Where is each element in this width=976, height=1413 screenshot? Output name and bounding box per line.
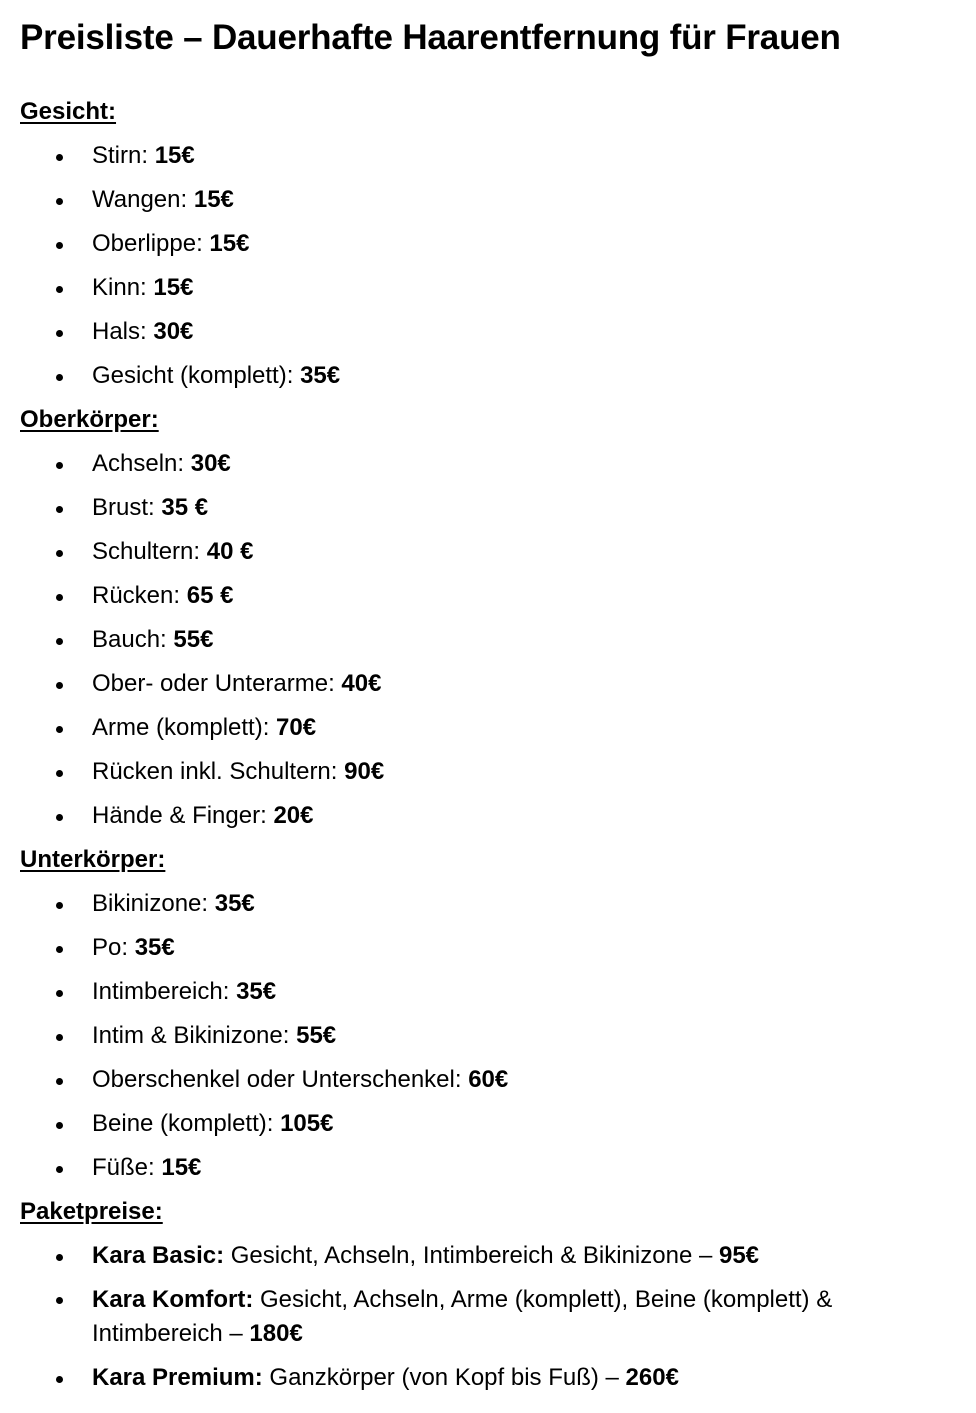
item-price: 55€ [173, 626, 214, 653]
list-item [20, 266, 960, 310]
package-description: Gesicht, Achseln, Arme (komplett), Beine (komplett) & Intimbereich – [92, 1286, 833, 1347]
item-price: 35€ [236, 978, 277, 1005]
item-price: 55€ [296, 1022, 337, 1049]
item-label: Achseln: [92, 450, 191, 477]
bullet-icon [56, 1254, 63, 1261]
bullet-icon [56, 242, 63, 249]
list-unterkoerper [20, 882, 960, 1190]
section-heading-oberkoerper: Oberkörper: [20, 406, 159, 433]
bullet-icon [56, 550, 63, 557]
item-price: 15€ [161, 1154, 202, 1181]
list-item [20, 882, 960, 926]
item-price: 70€ [276, 714, 317, 741]
bullet-icon [56, 374, 63, 381]
package-price: 95€ [718, 1242, 760, 1269]
package-description: Gesicht, Achseln, Intimbereich & Bikinizone – [224, 1242, 719, 1269]
bullet-icon [56, 462, 63, 469]
bullet-icon [56, 902, 63, 909]
section-heading-gesicht: Gesicht: [20, 98, 117, 125]
bullet-icon [56, 946, 63, 953]
list-item [20, 750, 960, 794]
item-label: Hände & Finger: [92, 802, 274, 829]
list-item [20, 486, 960, 530]
item-label: Hals: [92, 318, 154, 345]
bullet-icon [56, 638, 63, 645]
bullet-icon [56, 198, 63, 205]
list-item [20, 618, 960, 662]
list-item [20, 574, 960, 618]
item-price: 20€ [273, 802, 314, 829]
bullet-icon [56, 1078, 63, 1085]
bullet-icon [56, 154, 63, 161]
list-item [20, 662, 960, 706]
bullet-icon [56, 814, 63, 821]
item-label: Arme (komplett): [92, 714, 277, 741]
item-price: 30€ [153, 318, 194, 345]
item-label: Intimbereich: [92, 978, 237, 1005]
page-title: Preisliste – Dauerhafte Haarentfernung für Frauen [20, 18, 841, 57]
item-label: Ober- oder Unterarme: [92, 670, 342, 697]
list-item [20, 1102, 960, 1146]
list-oberkoerper [20, 442, 960, 838]
bullet-icon [56, 1034, 63, 1041]
package-name: Kara Basic: [92, 1242, 225, 1269]
item-price: 40€ [341, 670, 382, 697]
bullet-icon [56, 594, 63, 601]
bullet-icon [56, 1297, 63, 1304]
item-price: 35€ [214, 890, 255, 917]
item-price: 15€ [154, 142, 195, 169]
bullet-icon [56, 990, 63, 997]
price-list-document [20, 14, 960, 1400]
item-label: Schultern: [92, 538, 207, 565]
section-heading-paketpreise: Paketpreise: [20, 1198, 163, 1225]
list-item [20, 926, 960, 970]
list-item [20, 310, 960, 354]
list-paketpreise [20, 1234, 960, 1400]
list-item [20, 354, 960, 398]
item-price: 60€ [468, 1066, 509, 1093]
item-label: Po: [92, 934, 135, 961]
list-item [20, 794, 960, 838]
item-price: 35€ [134, 934, 175, 961]
item-label: Rücken: [92, 582, 187, 609]
bullet-icon [56, 726, 63, 733]
package-item-basic [20, 1234, 960, 1278]
package-item-komfort [20, 1278, 960, 1356]
list-item [20, 222, 960, 266]
item-label: Beine (komplett): [92, 1110, 281, 1137]
list-item [20, 1146, 960, 1190]
item-price: 15€ [209, 230, 250, 257]
item-price: 105€ [280, 1110, 334, 1137]
item-price: 90€ [344, 758, 385, 785]
list-item [20, 1058, 960, 1102]
bullet-icon [56, 682, 63, 689]
bullet-icon [56, 330, 63, 337]
package-price: 180€ [249, 1320, 303, 1347]
list-item [20, 706, 960, 750]
item-price: 15€ [153, 274, 194, 301]
list-item [20, 970, 960, 1014]
item-label: Brust: [92, 494, 162, 521]
package-name: Kara Komfort: [92, 1286, 254, 1313]
item-label: Intim & Bikinizone: [92, 1022, 297, 1049]
package-item-premium [20, 1356, 960, 1400]
bullet-icon [56, 1376, 63, 1383]
item-label: Gesicht (komplett): [92, 362, 301, 389]
item-price: 35 € [161, 494, 209, 521]
bullet-icon [56, 1122, 63, 1129]
package-description: Ganzkörper (von Kopf bis Fuß) – [262, 1364, 626, 1391]
list-item [20, 442, 960, 486]
item-label: Stirn: [92, 142, 155, 169]
item-label: Wangen: [92, 186, 194, 213]
bullet-icon [56, 506, 63, 513]
list-gesicht [20, 134, 960, 398]
item-label: Kinn: [92, 274, 154, 301]
package-name: Kara Premium: [92, 1364, 263, 1391]
item-label: Oberschenkel oder Unterschenkel: [92, 1066, 469, 1093]
item-label: Bikinizone: [92, 890, 215, 917]
package-price: 260€ [625, 1364, 679, 1391]
list-item [20, 1014, 960, 1058]
item-price: 65 € [186, 582, 234, 609]
item-price: 35€ [300, 362, 341, 389]
item-label: Rücken inkl. Schultern: [92, 758, 345, 785]
item-price: 40 € [206, 538, 254, 565]
item-label: Oberlippe: [92, 230, 210, 257]
list-item [20, 530, 960, 574]
bullet-icon [56, 770, 63, 777]
bullet-icon [56, 286, 63, 293]
list-item [20, 134, 960, 178]
list-item [20, 178, 960, 222]
item-price: 30€ [190, 450, 231, 477]
section-heading-unterkoerper: Unterkörper: [20, 846, 166, 873]
item-label: Bauch: [92, 626, 174, 653]
bullet-icon [56, 1166, 63, 1173]
item-price: 15€ [193, 186, 234, 213]
item-label: Füße: [92, 1154, 162, 1181]
